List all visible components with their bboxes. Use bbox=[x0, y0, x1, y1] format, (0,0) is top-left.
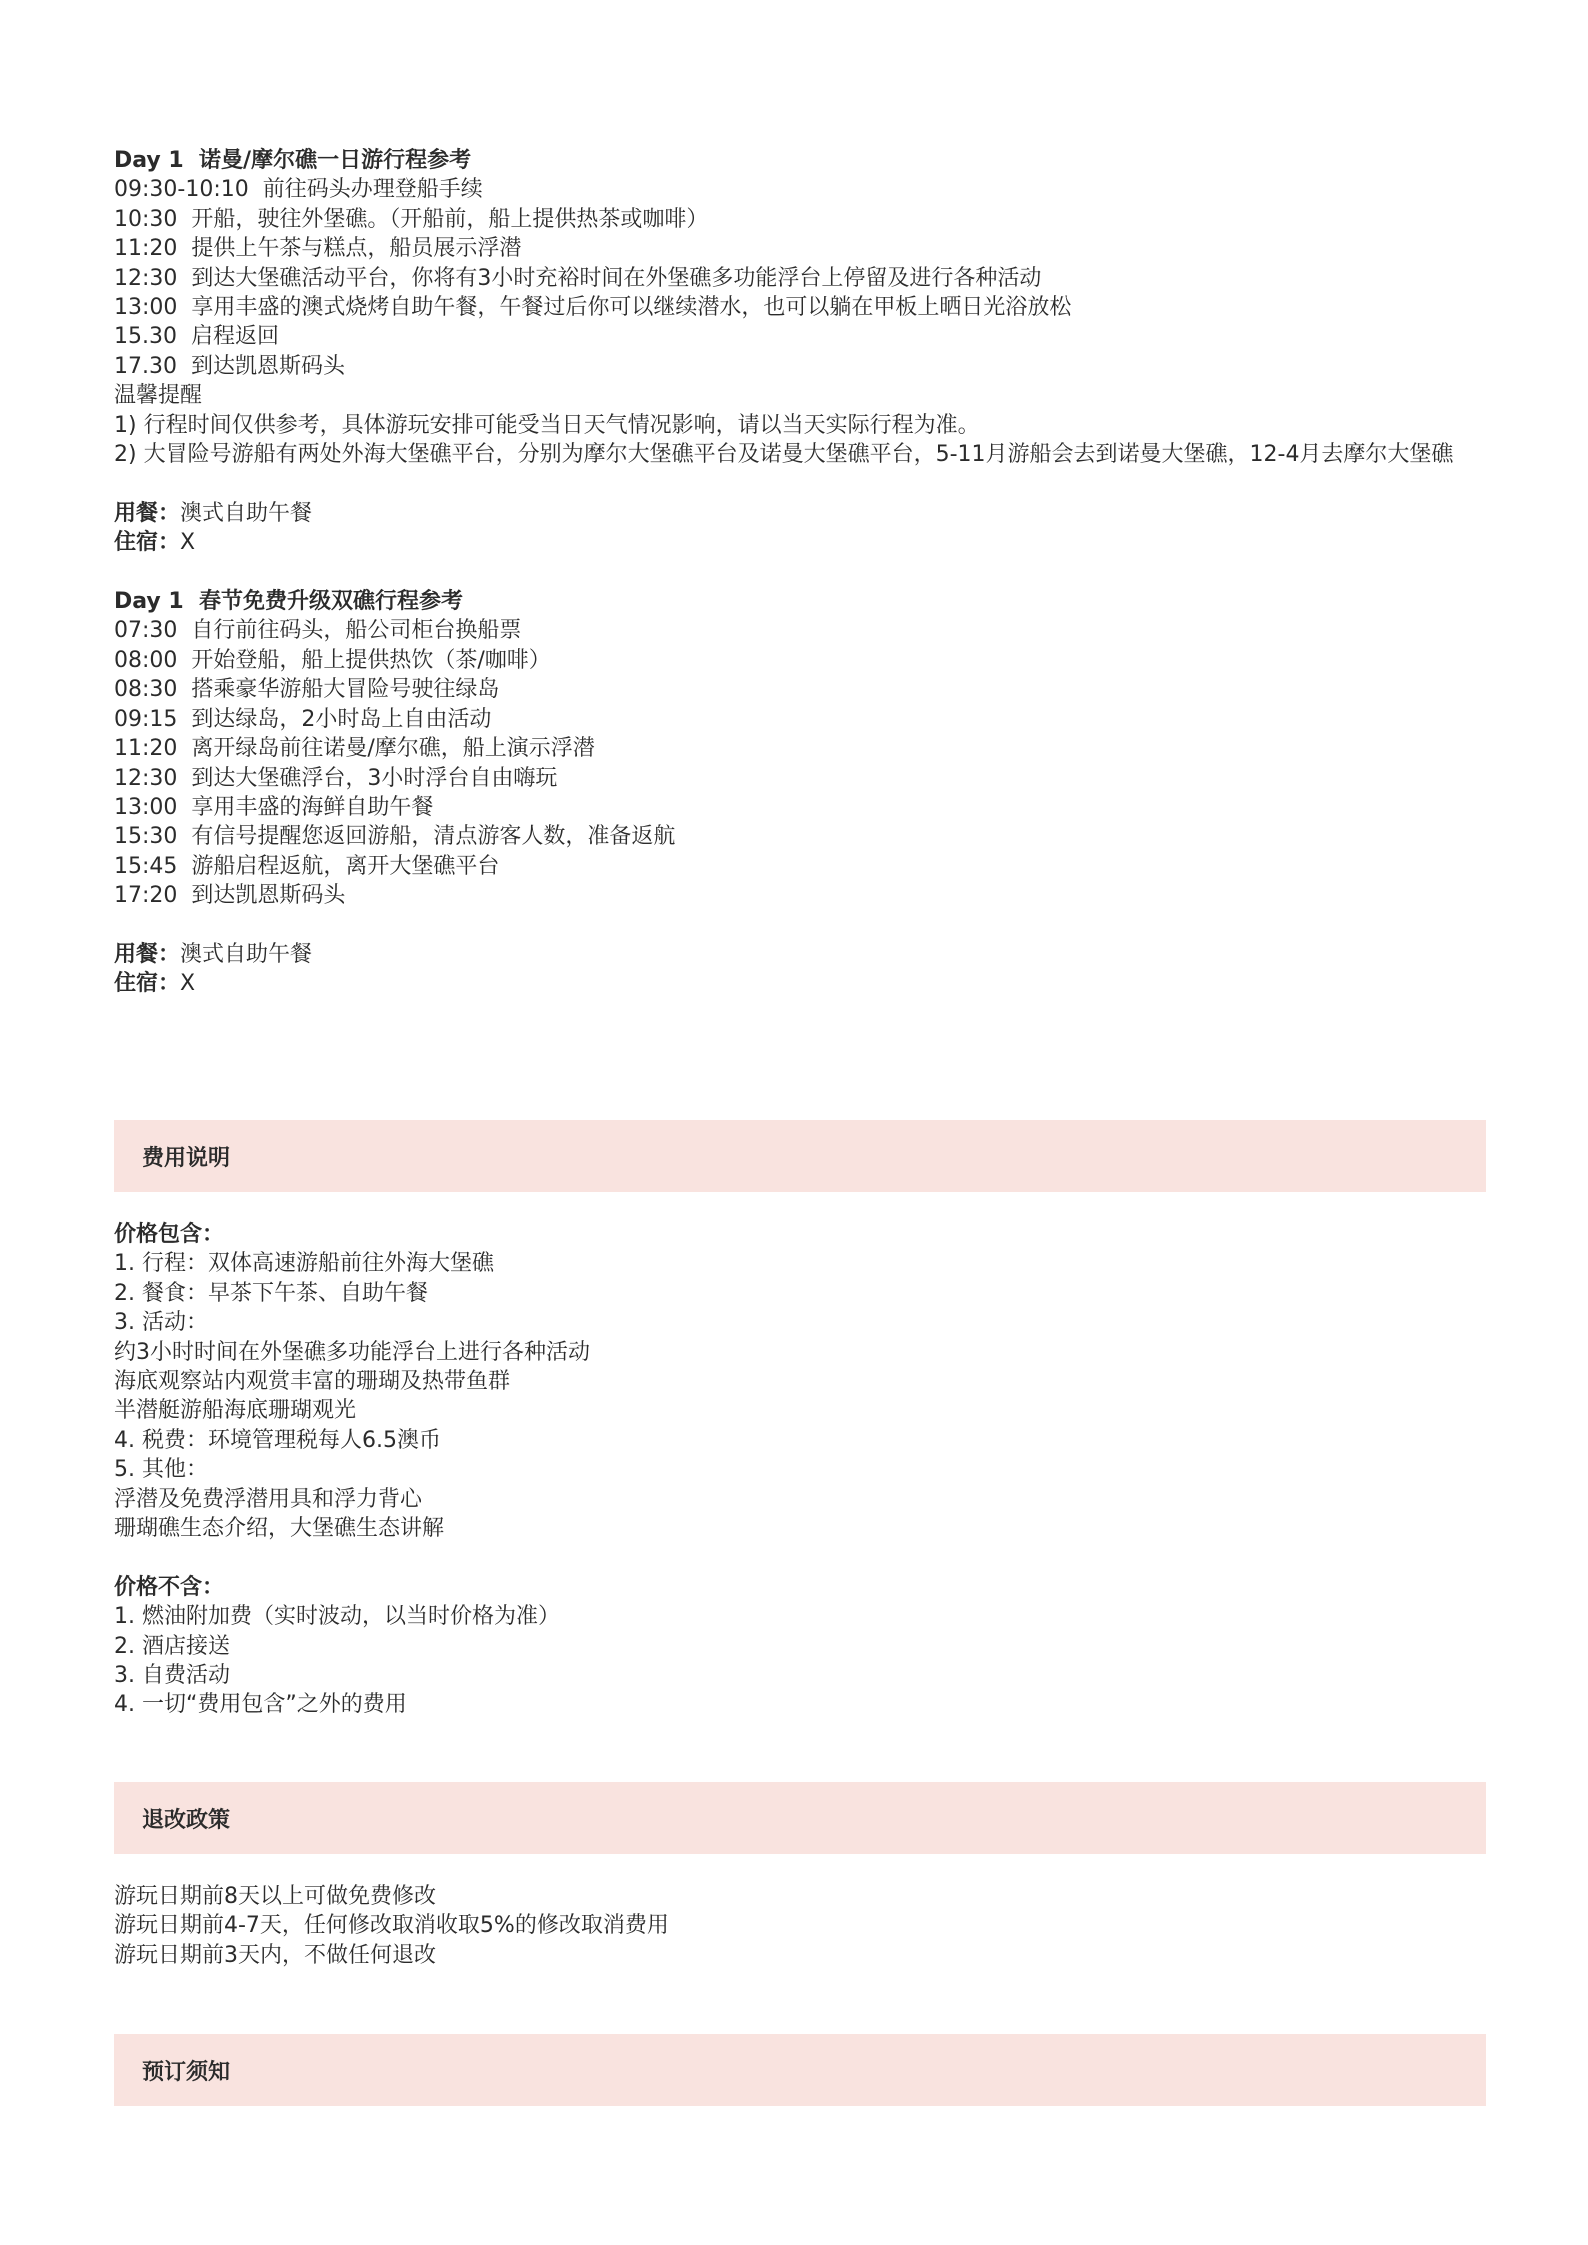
stay-label: 住宿： bbox=[114, 530, 181, 556]
itinerary2-line: 09:15 到达绿岛，2小时岛上自由活动 bbox=[114, 706, 492, 732]
itinerary1-line: 09:30-10:10 前往码头办理登船手续 bbox=[114, 177, 483, 203]
include-line: 3. 活动： bbox=[114, 1310, 208, 1336]
itinerary2-line: 11:20 离开绿岛前往诺曼/摩尔礁，船上演示浮潜 bbox=[114, 736, 595, 762]
fees-section bbox=[114, 1220, 1486, 1720]
exclude-line: 2. 酒店接送 bbox=[114, 1633, 230, 1659]
include-line: 1. 行程：双体高速游船前往外海大堡礁 bbox=[114, 1251, 494, 1277]
include-title: 价格包含： bbox=[114, 1222, 225, 1247]
exclude-line: 1. 燃油附加费（实时波动，以当时价格为准） bbox=[114, 1604, 560, 1630]
refund-line: 游玩日期前4-7天，任何修改取消收取5%的修改取消费用 bbox=[114, 1913, 669, 1939]
itinerary1-title: Day 1 诺曼/摩尔礁一日游行程参考 bbox=[114, 148, 472, 173]
itinerary-section bbox=[114, 146, 1486, 999]
refund-line: 游玩日期前8天以上可做免费修改 bbox=[114, 1884, 436, 1909]
meal-label: 用餐： bbox=[114, 941, 181, 967]
stay-row bbox=[114, 969, 1486, 998]
include-line: 珊瑚礁生态介绍，大堡礁生态讲解 bbox=[114, 1516, 445, 1542]
itinerary1-line: 17.30 到达凯恩斯码头 bbox=[114, 353, 345, 379]
include-line: 4. 税费：环境管理税每人6.5澳币 bbox=[114, 1427, 441, 1453]
exclude-title: 价格不含： bbox=[114, 1574, 225, 1600]
include-line: 半潜艇游船海底珊瑚观光 bbox=[114, 1398, 357, 1424]
tips-title: 温馨提醒 bbox=[114, 383, 203, 409]
meal-row bbox=[114, 940, 1486, 969]
itinerary1-line: 13:00 享用丰盛的澳式烧烤自助午餐，午餐过后你可以继续潜水，也可以躺在甲板上晒日光浴放松 bbox=[114, 295, 1072, 321]
include-line: 浮潜及免费浮潜用具和浮力背心 bbox=[114, 1486, 423, 1512]
itinerary1-line: 15.30 启程返回 bbox=[114, 324, 279, 350]
itinerary2-line: 15:45 游船启程返航，离开大堡礁平台 bbox=[114, 853, 500, 879]
meal-value: 澳式自助午餐 bbox=[180, 500, 313, 526]
exclude-line: 4. 一切“费用包含”之外的费用 bbox=[114, 1692, 407, 1718]
meal-value: 澳式自助午餐 bbox=[180, 941, 313, 967]
stay-value: X bbox=[180, 530, 196, 556]
itinerary2-line: 08:30 搭乘豪华游船大冒险号驶往绿岛 bbox=[114, 677, 500, 703]
refund-section-header: 退改政策 bbox=[114, 1782, 1486, 1854]
meal-row bbox=[114, 499, 1486, 528]
stay-label: 住宿： bbox=[114, 971, 181, 997]
tip-line: 2) 大冒险号游船有两处外海大堡礁平台，分别为摩尔大堡礁平台及诺曼大堡礁平台，5-11月游船会去到诺曼大堡礁，12-4月去摩尔大堡礁 bbox=[114, 442, 1454, 468]
stay-value: X bbox=[180, 971, 196, 997]
fees-section-header: 费用说明 bbox=[114, 1120, 1486, 1192]
exclude-line: 3. 自费活动 bbox=[114, 1663, 230, 1689]
itinerary2-line: 07:30 自行前往码头，船公司柜台换船票 bbox=[114, 618, 522, 644]
refund-line: 游玩日期前3天内，不做任何退改 bbox=[114, 1942, 436, 1968]
stay-row bbox=[114, 528, 1486, 557]
booking-section-header: 预订须知 bbox=[114, 2034, 1486, 2106]
refund-section bbox=[114, 1882, 1486, 1970]
include-line: 约3小时时间在外堡礁多功能浮台上进行各种活动 bbox=[114, 1339, 590, 1365]
itinerary2-line: 12:30 到达大堡礁浮台，3小时浮台自由嗨玩 bbox=[114, 765, 558, 791]
itinerary2-title: Day 1 春节免费升级双礁行程参考 bbox=[114, 589, 464, 615]
itinerary1-line: 10:30 开船，驶往外堡礁。（开船前，船上提供热茶或咖啡） bbox=[114, 206, 709, 232]
itinerary2-line: 08:00 开始登船，船上提供热饮（茶/咖啡） bbox=[114, 647, 551, 673]
include-line: 海底观察站内观赏丰富的珊瑚及热带鱼群 bbox=[114, 1369, 511, 1395]
itinerary2-line: 17:20 到达凯恩斯码头 bbox=[114, 883, 346, 909]
meal-label: 用餐： bbox=[114, 500, 181, 526]
itinerary1-line: 11:20 提供上午茶与糕点，船员展示浮潜 bbox=[114, 236, 522, 262]
tip-line: 1) 行程时间仅供参考，具体游玩安排可能受当日天气情况影响，请以当天实际行程为准。 bbox=[114, 412, 980, 438]
include-line: 5. 其他： bbox=[114, 1457, 208, 1483]
include-line: 2. 餐食：早茶下午茶、自助午餐 bbox=[114, 1280, 428, 1306]
itinerary2-line: 13:00 享用丰盛的海鲜自助午餐 bbox=[114, 794, 434, 820]
itinerary2-line: 15:30 有信号提醒您返回游船，清点游客人数，准备返航 bbox=[114, 824, 676, 850]
itinerary1-line: 12:30 到达大堡礁活动平台，你将有3小时充裕时间在外堡礁多功能浮台上停留及进行各种活动 bbox=[114, 265, 1042, 291]
